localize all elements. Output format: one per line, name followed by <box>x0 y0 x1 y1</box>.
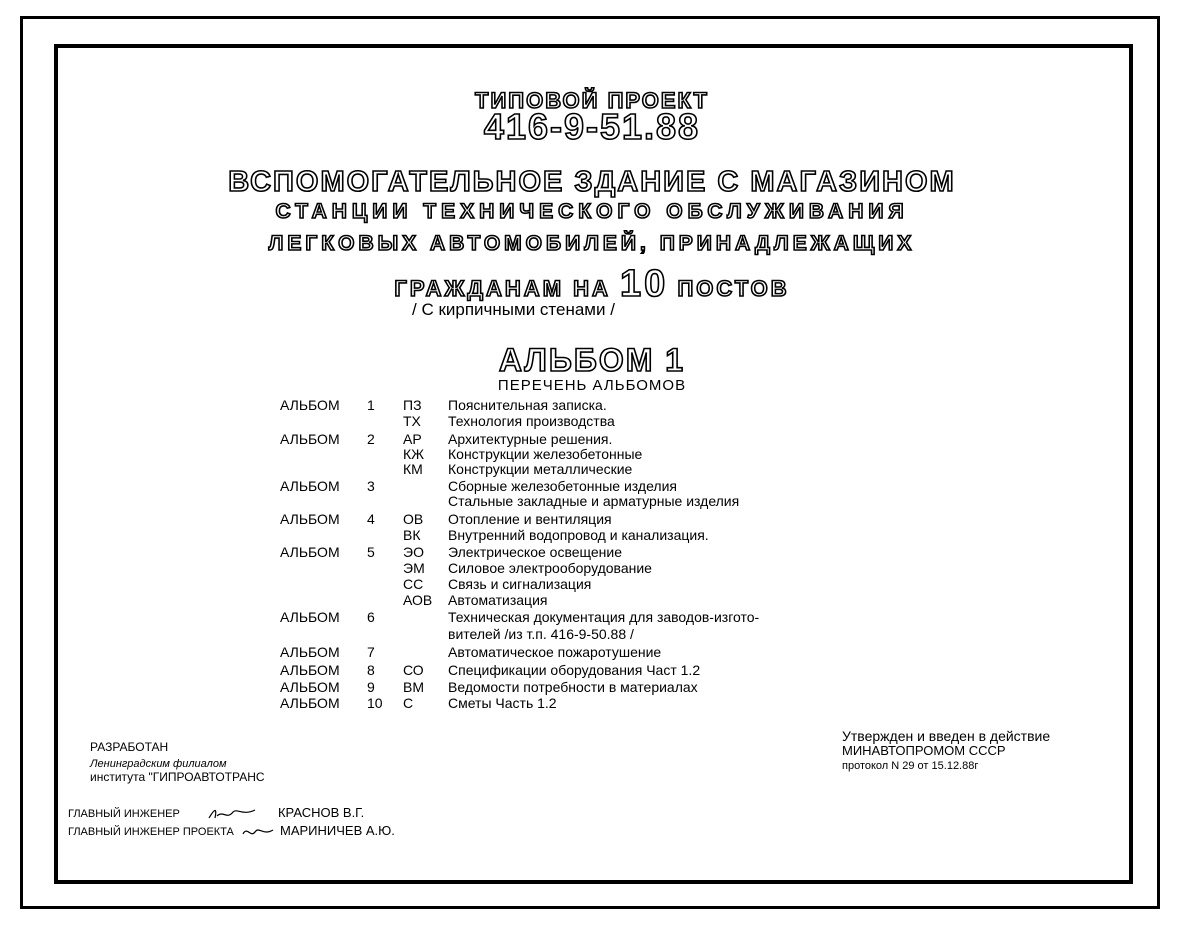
title-line-3: ЛЕГКОВЫХ АВТОМОБИЛЕЙ, ПРИНАДЛЕЖАЩИХ <box>268 232 916 255</box>
album-label: АЛЬБОМ <box>280 609 340 625</box>
title-line-2: СТАНЦИИ ТЕХНИЧЕСКОГО ОБСЛУЖИВАНИЯ <box>275 200 909 223</box>
album-label: АЛЬБОМ <box>280 679 340 695</box>
section-description: Внутренний водопровод и канализация. <box>448 527 709 543</box>
section-code: ВК <box>403 527 421 543</box>
section-description: Связь и сигнализация <box>448 576 592 592</box>
section-description: Электрическое освещение <box>448 544 623 560</box>
title-line-4-a: ГРАЖДАНАМ НА <box>394 276 611 301</box>
section-description: Пояснительная записка. <box>448 397 607 413</box>
album-number: 7 <box>367 644 375 660</box>
album-number: 2 <box>367 431 375 447</box>
section-code: ЭМ <box>403 560 425 576</box>
section-description: Спецификации оборудования Част 1.2 <box>448 662 701 678</box>
album-title: АЛЬБОМ 1 <box>498 342 686 378</box>
album-label: АЛЬБОМ <box>280 644 340 660</box>
album-label: АЛЬБОМ <box>280 511 340 527</box>
approval-line-3: протокол N 29 от 15.12.88г <box>842 760 979 772</box>
album-number: 6 <box>367 609 375 625</box>
developer-line-1: Ленинградским филиалом <box>90 758 227 770</box>
chief-engineer-label: ГЛАВНЫЙ ИНЖЕНЕР <box>68 808 180 820</box>
section-description: Сборные железобетонные изделия <box>448 478 677 494</box>
project-engineer-name: МАРИНИЧЕВ А.Ю. <box>280 823 395 838</box>
section-description: Ведомости потребности в материалах <box>448 679 698 695</box>
section-code: ВМ <box>403 679 424 695</box>
project-number: 416-9-51.88 <box>483 106 701 147</box>
section-code: С <box>403 695 414 711</box>
album-label: АЛЬБОМ <box>280 544 340 560</box>
section-description: Автоматизация <box>448 592 548 608</box>
section-description: Силовое электрооборудование <box>448 560 652 576</box>
section-code: ОВ <box>403 511 424 527</box>
section-code: АОВ <box>403 592 433 608</box>
approval-line-1: Утвержден и введен в действие <box>842 728 1051 744</box>
section-description: Отопление и вентиляция <box>448 511 612 527</box>
title-line-4-b: ПОСТОВ <box>677 276 790 301</box>
section-description: Техническая документация для заводов-изгото- <box>448 609 760 625</box>
section-description: Технология производства <box>448 413 615 429</box>
inner-frame <box>54 44 1133 884</box>
section-description: Архитектурные решения. <box>448 431 613 447</box>
section-code: ТХ <box>403 413 421 429</box>
developer-label: РАЗРАБОТАН <box>90 740 169 754</box>
title-posts-number: 10 <box>620 263 669 305</box>
section-code: ПЗ <box>403 397 422 413</box>
section-code: АР <box>403 431 422 447</box>
album-number: 5 <box>367 544 375 560</box>
album-label: АЛЬБОМ <box>280 662 340 678</box>
section-description: вителей /из т.п. 416-9-50.88 / <box>448 626 634 642</box>
section-description: Сметы Часть 1.2 <box>448 695 557 711</box>
album-label: АЛЬБОМ <box>280 695 340 711</box>
album-number: 10 <box>367 695 383 711</box>
title-line-1: ВСПОМОГАТЕЛЬНОЕ ЗДАНИЕ С МАГАЗИНОМ <box>228 166 956 198</box>
album-number: 1 <box>367 397 375 413</box>
album-number: 4 <box>367 511 375 527</box>
album-label: АЛЬБОМ <box>280 397 340 413</box>
section-code: КМ <box>403 461 423 477</box>
chief-engineer-name: КРАСНОВ В.Г. <box>277 805 365 820</box>
album-number: 9 <box>367 679 375 695</box>
section-code: СС <box>403 576 424 592</box>
developer-line-2: института "ГИПРОАВТОТРАНС <box>90 770 265 784</box>
type-label: ТИПОВОЙ ПРОЕКТ <box>475 88 709 113</box>
approval-line-2: МИНАВТОПРОМОМ СССР <box>842 743 1006 758</box>
section-code: КЖ <box>403 446 425 462</box>
album-number: 8 <box>367 662 375 678</box>
section-description: Стальные закладные и арматурные изделия <box>448 493 740 509</box>
project-engineer-label: ГЛАВНЫЙ ИНЖЕНЕР ПРОЕКТА <box>68 826 234 838</box>
section-code: СО <box>403 662 424 678</box>
section-description: Конструкции металлические <box>448 461 633 477</box>
album-number: 3 <box>367 478 375 494</box>
section-description: Автоматическое пожаротушение <box>448 644 662 660</box>
album-list-header: ПЕРЕЧЕНЬ АЛЬБОМОВ <box>497 377 687 394</box>
section-description: Конструкции железобетонные <box>448 446 643 462</box>
album-label: АЛЬБОМ <box>280 431 340 447</box>
album-label: АЛЬБОМ <box>280 478 340 494</box>
subtitle: / С кирпичными стенами / <box>412 300 615 319</box>
section-code: ЭО <box>403 544 424 560</box>
